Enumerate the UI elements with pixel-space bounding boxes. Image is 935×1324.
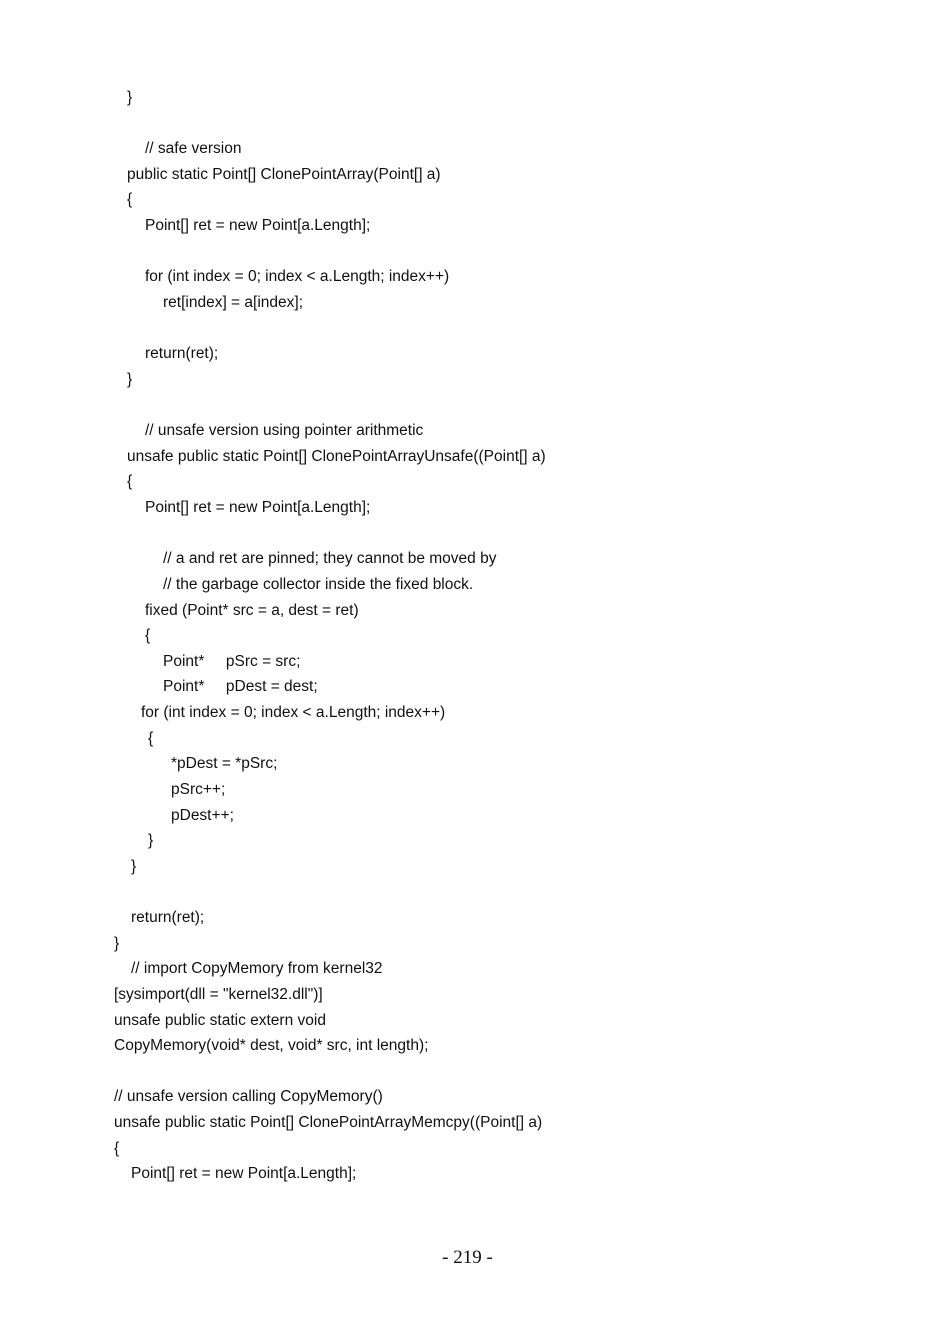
page-number: - 219 -: [442, 1247, 493, 1268]
code-line: unsafe public static Point[] ClonePointArrayUnsafe((Point[] a): [127, 448, 546, 465]
code-line: ret[index] = a[index];: [163, 294, 304, 311]
code-line: for (int index = 0; index < a.Length; index++): [145, 268, 450, 285]
code-line: }: [127, 89, 133, 106]
code-line: }: [114, 935, 120, 952]
code-line: // safe version: [145, 140, 242, 157]
code-line: pDest++;: [171, 807, 234, 824]
code-line: }: [148, 832, 154, 849]
code-line: Point* pDest = dest;: [163, 678, 318, 695]
code-line: pSrc++;: [171, 781, 226, 798]
code-line: }: [131, 858, 137, 875]
code-line: public static Point[] ClonePointArray(Point[] a): [127, 166, 441, 183]
code-line: Point* pSrc = src;: [163, 653, 301, 670]
code-line: {: [127, 191, 133, 208]
code-line: // the garbage collector inside the fixed block.: [163, 576, 474, 593]
code-line: // import CopyMemory from kernel32: [131, 960, 383, 977]
code-line: Point[] ret = new Point[a.Length];: [131, 1165, 357, 1182]
code-line: {: [127, 473, 133, 490]
code-line: // a and ret are pinned; they cannot be moved by: [163, 550, 497, 567]
code-line: return(ret);: [131, 909, 205, 926]
code-line: unsafe public static extern void: [114, 1012, 326, 1029]
code-line: // unsafe version using pointer arithmetic: [145, 422, 424, 439]
code-line: return(ret);: [145, 345, 219, 362]
code-line: fixed (Point* src = a, dest = ret): [145, 602, 359, 619]
code-line: Point[] ret = new Point[a.Length];: [145, 217, 371, 234]
code-line: [sysimport(dll = "kernel32.dll")]: [114, 986, 323, 1003]
code-line: {: [148, 730, 154, 747]
code-line: {: [114, 1140, 120, 1157]
code-line: CopyMemory(void* dest, void* src, int length);: [114, 1037, 429, 1054]
code-line: for (int index = 0; index < a.Length; index++): [141, 704, 446, 721]
code-line: {: [145, 627, 151, 644]
code-line: unsafe public static Point[] ClonePointArrayMemcpy((Point[] a): [114, 1114, 543, 1131]
code-line: }: [127, 371, 133, 388]
code-line: Point[] ret = new Point[a.Length];: [145, 499, 371, 516]
code-line: // unsafe version calling CopyMemory(): [114, 1088, 383, 1105]
code-line: *pDest = *pSrc;: [171, 755, 278, 772]
